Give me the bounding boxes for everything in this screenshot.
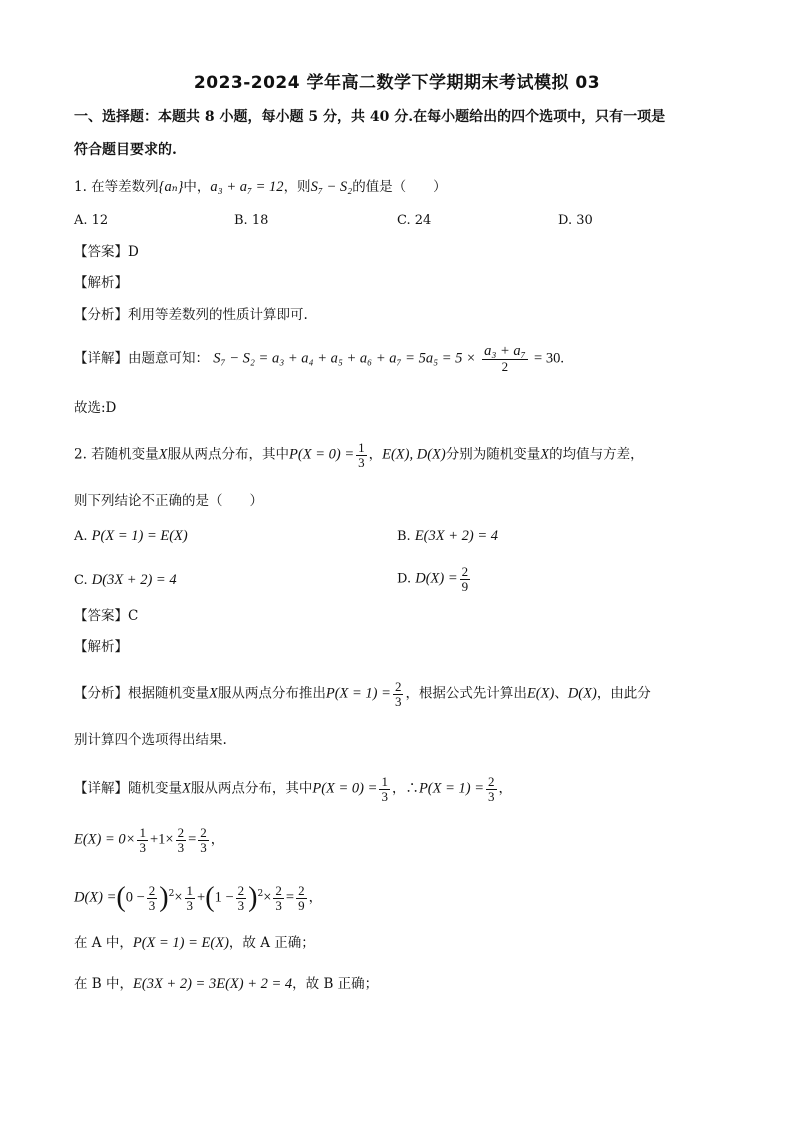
q2-detail-frac2 [486, 775, 497, 803]
q2-dx-end: ， [308, 889, 323, 906]
q1-cond: a₃ + a₇ = 12 [210, 179, 284, 195]
q2-ex-frac3 [198, 826, 209, 854]
q1-detail-expr: S₇ − S₂ = a₃ + a₄ + a₅ + a₆ + a₇ = 5a₅ = 5 × [213, 350, 476, 367]
q2-dx-square-1: 2 [168, 889, 175, 900]
q2-dx-times1: × [174, 889, 183, 906]
q2-dx-n2: 1 [186, 883, 194, 898]
q2-ex-d2: 3 [177, 839, 185, 855]
q2-expectation [74, 826, 224, 854]
q1-option-c: C. 24 [397, 213, 432, 228]
q2-dx-n5: 2 [298, 883, 305, 898]
q2-dx-p1: 0 − [125, 889, 145, 906]
q2-detail-p0: P(X = 0) = [312, 780, 378, 797]
q2-ex-n2: 2 [177, 825, 185, 840]
q2-dx-paren-close-1: ) [159, 882, 169, 914]
q2-ex-d3: 3 [200, 839, 207, 855]
q2-detail-p1: P(X = 1) = [418, 780, 485, 797]
q2-option-a-expr: P(X = 1) = E(X) [91, 528, 188, 544]
q2-ex-n3: 2 [200, 825, 207, 840]
q2-ex-mid: +1× [149, 831, 174, 848]
q2-option-b-expr: E(3X + 2) = 4 [414, 528, 499, 544]
q2-option-d-label: D. [397, 571, 412, 587]
q1-analysis-label: 【解析】 [74, 275, 128, 291]
q2-fenxi-b: 服从两点分布推出 [217, 685, 326, 702]
q2-fenxi-frac [393, 680, 404, 708]
q2-check-b-text: 在 B 中， [74, 976, 134, 992]
q2-stem-line2: 则下列结论不正确的是（ ） [74, 493, 263, 509]
q2-fenxi-num: 2 [394, 679, 402, 694]
q2-text-b: 服从两点分布，其中 [167, 446, 290, 463]
q2-dx-times2: × [263, 889, 272, 906]
q2-check-b-expr: E(3X + 2) = 3E(X) + 2 = 4 [133, 976, 293, 992]
q2-option-d-frac [460, 565, 471, 593]
q1-seq: {aₙ} [158, 179, 184, 195]
q2-dx-frac4 [273, 884, 284, 912]
q2-dx-d5: 9 [298, 897, 305, 913]
q2-text-e: 的均值与方差， [549, 446, 644, 463]
q2-option-b [397, 529, 498, 544]
q2-dx-p2: 1 − [214, 889, 234, 906]
q2-fenxi-sep: 、 [554, 685, 568, 702]
q1-expr: S₇ − S₂ [310, 179, 353, 195]
q2-check-a-result: ，故 A 正确； [228, 935, 315, 951]
q2-p0: P(X = 0) = [289, 446, 355, 463]
q2-ex-frac2 [176, 826, 187, 854]
q1-suffix: 的值是（ ） [352, 179, 447, 195]
q1-mid: 中， [183, 179, 211, 195]
q1-then: ，则 [283, 179, 311, 195]
q2-dx-d4: 3 [275, 897, 282, 913]
q1-option-d: D. 30 [558, 213, 593, 228]
q2-dx-paren-open-1: ( [116, 882, 126, 914]
q2-analysis-label: 【解析】 [74, 639, 128, 655]
q1-stem [74, 180, 447, 195]
q2-detail-num1: 1 [381, 774, 388, 789]
q2-fenxi-a: 【分析】根据随机变量 [74, 685, 209, 702]
q2-fenxi-d: D(X) [567, 685, 597, 702]
q2-dx-frac5 [296, 884, 307, 912]
q2-ex-lhs: E(X) = 0× [74, 831, 136, 848]
q2-detail-num2: 2 [488, 774, 495, 789]
q2-detail-x: X [182, 780, 191, 797]
q2-text-c: ， [368, 446, 383, 463]
q2-dx-d2: 3 [186, 897, 194, 913]
q2-ex-d1: 3 [139, 839, 146, 855]
q2-fenxi-f: ，由此分 [596, 685, 651, 702]
q2-dx-frac3 [236, 884, 247, 912]
q1-detail [74, 344, 564, 374]
q2-dx-paren-close-2: ) [248, 882, 258, 914]
q2-option-c [74, 573, 177, 588]
q2-dx-eq: = [285, 889, 295, 906]
q2-dx-frac2 [185, 884, 196, 912]
q2-option-d-num: 2 [461, 564, 469, 579]
q2-detail-c: ，∴ [391, 780, 419, 797]
q2-detail-den2: 3 [488, 788, 495, 804]
q2-option-c-expr: D(3X + 2) = 4 [91, 572, 177, 588]
q1-detail-end: = 30. [534, 350, 564, 367]
q2-detail-d: ， [498, 780, 513, 797]
q1-answer: 【答案】D [74, 244, 139, 260]
q2-fenxi-p1: P(X = 1) = [325, 685, 391, 702]
q2-dx-frac1 [147, 884, 158, 912]
q2-fenxi-e: E(X) [526, 685, 555, 702]
q2-dx-lhs: D(X) = [74, 889, 117, 906]
q2-fenxi-c: ，根据公式先计算出 [405, 685, 527, 702]
q2-check-b-result: ，故 B 正确； [292, 976, 379, 992]
q1-prefix: 1. 在等差数列 [74, 179, 159, 195]
q1-option-b: B. 18 [234, 213, 269, 228]
q2-fenxi-x: X [209, 685, 218, 702]
q2-text-a: 2. 若随机变量 [74, 446, 159, 463]
q2-detail-a: 【详解】随机变量 [74, 780, 182, 797]
q2-check-a [74, 936, 315, 951]
q2-frac-num: 1 [358, 440, 365, 455]
q2-dx-square-2: 2 [257, 889, 264, 900]
q2-option-d [397, 565, 472, 593]
q2-ex-end: ， [210, 831, 225, 848]
q2-text-d: 分别为随机变量 [445, 446, 541, 463]
q2-dx-n3: 2 [237, 883, 245, 898]
q1-frac-den: 2 [501, 359, 509, 375]
q2-dx-d3: 3 [237, 897, 245, 913]
q2-option-d-den: 9 [461, 578, 469, 594]
q2-check-b [74, 977, 378, 992]
q2-detail-b: 服从两点分布，其中 [190, 780, 313, 797]
q2-option-a [74, 529, 188, 544]
q1-conclusion: 故选:D [74, 400, 117, 416]
q1-detail-fraction [482, 344, 528, 374]
q2-detail-frac1 [379, 775, 390, 803]
page-title: 2023-2024 学年高二数学下学期期末考试模拟 03 [193, 73, 601, 93]
q2-ed: E(X), D(X) [382, 446, 446, 463]
q2-var-x-2: X [540, 446, 550, 463]
q2-option-b-label: B. [397, 529, 411, 544]
section-heading-line1: 一、选择题：本题共 8 小题，每小题 5 分，共 40 分.在每小题给出的四个选项中，只有一项是 [74, 109, 666, 125]
q1-frac-num: a₃ + a₇ [484, 343, 526, 359]
q2-check-a-expr: P(X = 1) = E(X) [132, 935, 229, 951]
q2-fenxi-den: 3 [394, 693, 402, 709]
q2-stem-line1 [74, 441, 644, 469]
q2-detail-line1 [74, 775, 512, 803]
q2-dx-n4: 2 [275, 883, 282, 898]
section-heading-line2: 符合题目要求的. [74, 142, 177, 158]
q2-frac-one-third [356, 441, 367, 469]
q2-option-d-lhs: D(X) = [415, 570, 458, 587]
q2-dx-plus: + [197, 889, 206, 906]
q2-option-a-label: A. [74, 529, 88, 544]
q2-dx-n1: 2 [148, 883, 156, 898]
q1-option-a: A. 12 [74, 213, 109, 228]
q2-ex-n1: 1 [139, 825, 146, 840]
q2-dx-d1: 3 [148, 897, 156, 913]
q2-answer: 【答案】C [74, 608, 139, 624]
q2-detail-den1: 3 [381, 788, 388, 804]
q2-ex-frac1 [137, 826, 148, 854]
q1-detail-label: 【详解】由题意可知： [74, 350, 209, 367]
q2-fenxi-line2: 别计算四个选项得出结果. [74, 732, 227, 748]
q2-frac-den: 3 [358, 454, 365, 470]
q2-var-x: X [158, 446, 168, 463]
q1-fenxi: 【分析】利用等差数列的性质计算即可. [74, 307, 308, 323]
q2-check-a-text: 在 A 中， [74, 935, 133, 951]
q2-ex-eq: = [188, 831, 197, 848]
q2-option-c-label: C. [74, 573, 88, 588]
q2-variance [74, 884, 322, 912]
q2-dx-paren-open-2: ( [205, 882, 215, 914]
q2-fenxi-line1 [74, 680, 651, 708]
